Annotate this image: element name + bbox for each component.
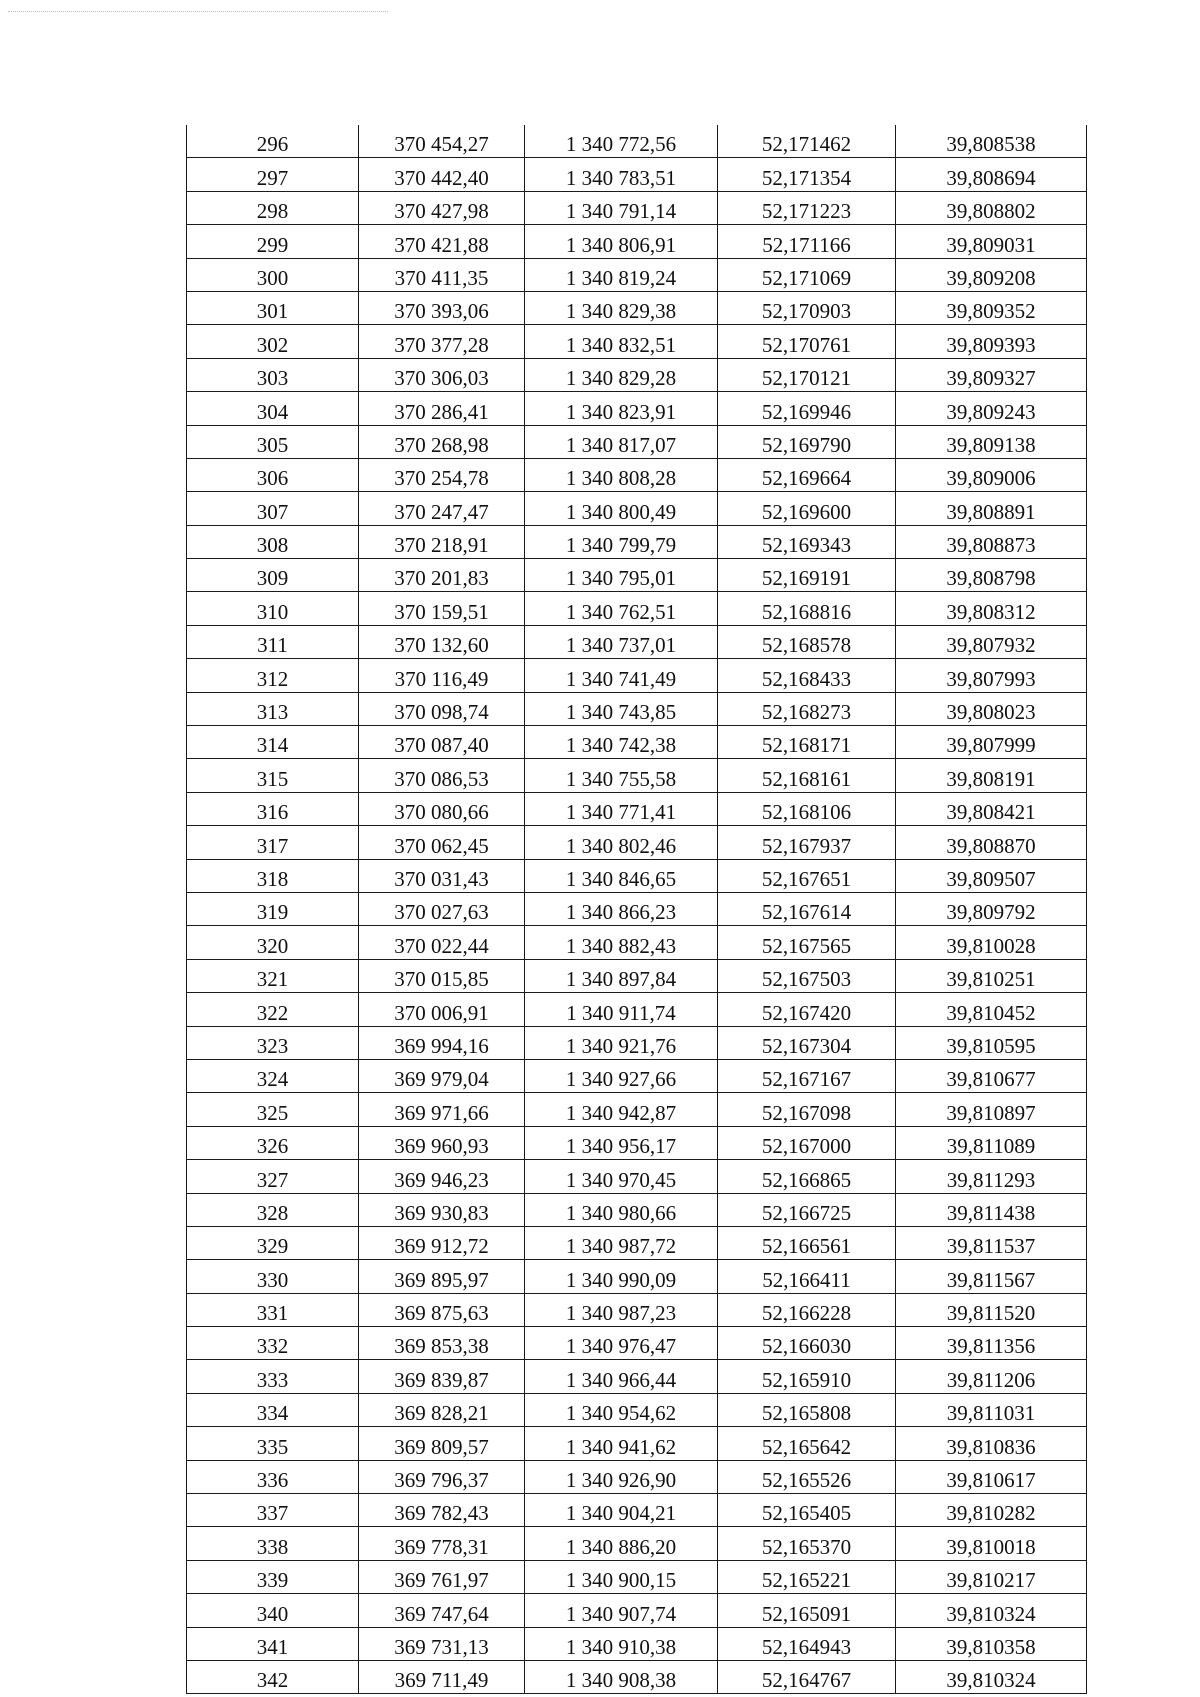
point-number-cell: 342 [187,1660,359,1693]
latitude-cell: 52,166725 [718,1193,896,1226]
y-coordinate-cell: 1 340 970,45 [525,1160,718,1193]
longitude-cell: 39,811567 [896,1260,1087,1293]
x-coordinate-cell: 370 132,60 [359,625,525,658]
longitude-cell: 39,811438 [896,1193,1087,1226]
longitude-cell: 39,810282 [896,1494,1087,1527]
table-row [187,859,1087,892]
latitude-cell: 52,167000 [718,1126,896,1159]
x-coordinate-cell: 370 080,66 [359,792,525,825]
point-number-cell: 299 [187,225,359,258]
x-coordinate-cell: 370 006,91 [359,993,525,1026]
x-coordinate-cell: 369 971,66 [359,1093,525,1126]
x-coordinate-cell: 369 711,49 [359,1660,525,1693]
table-row [187,1494,1087,1527]
latitude-cell: 52,167304 [718,1026,896,1059]
y-coordinate-cell: 1 340 886,20 [525,1527,718,1560]
x-coordinate-cell: 369 930,83 [359,1193,525,1226]
longitude-cell: 39,811293 [896,1160,1087,1193]
y-coordinate-cell: 1 340 921,76 [525,1026,718,1059]
longitude-cell: 39,808538 [896,125,1087,158]
latitude-cell: 52,167503 [718,959,896,992]
table-row [187,1427,1087,1460]
y-coordinate-cell: 1 340 819,24 [525,258,718,291]
y-coordinate-cell: 1 340 737,01 [525,625,718,658]
x-coordinate-cell: 370 201,83 [359,559,525,592]
latitude-cell: 52,169946 [718,392,896,425]
longitude-cell: 39,808891 [896,492,1087,525]
x-coordinate-cell: 369 809,57 [359,1427,525,1460]
point-number-cell: 337 [187,1494,359,1527]
x-coordinate-cell: 369 839,87 [359,1360,525,1393]
point-number-cell: 301 [187,291,359,324]
y-coordinate-cell: 1 340 942,87 [525,1093,718,1126]
latitude-cell: 52,168273 [718,692,896,725]
latitude-cell: 52,169343 [718,525,896,558]
y-coordinate-cell: 1 340 976,47 [525,1327,718,1360]
longitude-cell: 39,810358 [896,1627,1087,1660]
y-coordinate-cell: 1 340 741,49 [525,659,718,692]
point-number-cell: 317 [187,826,359,859]
x-coordinate-cell: 370 411,35 [359,258,525,291]
table-row [187,1260,1087,1293]
longitude-cell: 39,810677 [896,1059,1087,1092]
table-row [187,993,1087,1026]
y-coordinate-cell: 1 340 927,66 [525,1059,718,1092]
y-coordinate-cell: 1 340 743,85 [525,692,718,725]
y-coordinate-cell: 1 340 846,65 [525,859,718,892]
point-number-cell: 308 [187,525,359,558]
x-coordinate-cell: 370 159,51 [359,592,525,625]
y-coordinate-cell: 1 340 817,07 [525,425,718,458]
y-coordinate-cell: 1 340 987,72 [525,1226,718,1259]
latitude-cell: 52,165910 [718,1360,896,1393]
longitude-cell: 39,810836 [896,1427,1087,1460]
longitude-cell: 39,810028 [896,926,1087,959]
longitude-cell: 39,807932 [896,625,1087,658]
longitude-cell: 39,808870 [896,826,1087,859]
point-number-cell: 302 [187,325,359,358]
table-row [187,1594,1087,1627]
longitude-cell: 39,809031 [896,225,1087,258]
x-coordinate-cell: 369 979,04 [359,1059,525,1092]
point-number-cell: 333 [187,1360,359,1393]
y-coordinate-cell: 1 340 904,21 [525,1494,718,1527]
x-coordinate-cell: 369 747,64 [359,1594,525,1627]
x-coordinate-cell: 369 782,43 [359,1494,525,1527]
latitude-cell: 52,170903 [718,291,896,324]
table-row [187,258,1087,291]
table-row [187,659,1087,692]
x-coordinate-cell: 370 087,40 [359,726,525,759]
table-row [187,1327,1087,1360]
y-coordinate-cell: 1 340 742,38 [525,726,718,759]
longitude-cell: 39,810251 [896,959,1087,992]
x-coordinate-cell: 369 778,31 [359,1527,525,1560]
longitude-cell: 39,807993 [896,659,1087,692]
x-coordinate-cell: 369 895,97 [359,1260,525,1293]
longitude-cell: 39,809138 [896,425,1087,458]
latitude-cell: 52,167565 [718,926,896,959]
latitude-cell: 52,167098 [718,1093,896,1126]
y-coordinate-cell: 1 340 907,74 [525,1594,718,1627]
x-coordinate-cell: 369 731,13 [359,1627,525,1660]
latitude-cell: 52,166561 [718,1226,896,1259]
point-number-cell: 335 [187,1427,359,1460]
latitude-cell: 52,168161 [718,759,896,792]
latitude-cell: 52,171223 [718,191,896,224]
table-row [187,458,1087,491]
point-number-cell: 310 [187,592,359,625]
point-number-cell: 323 [187,1026,359,1059]
latitude-cell: 52,167614 [718,892,896,925]
x-coordinate-cell: 370 427,98 [359,191,525,224]
longitude-cell: 39,808694 [896,158,1087,191]
longitude-cell: 39,811356 [896,1327,1087,1360]
scan-artifact-line [8,11,388,12]
table-row [187,1026,1087,1059]
table-row [187,792,1087,825]
latitude-cell: 52,171069 [718,258,896,291]
table-row [187,1460,1087,1493]
y-coordinate-cell: 1 340 900,15 [525,1560,718,1593]
latitude-cell: 52,165221 [718,1560,896,1593]
latitude-cell: 52,168171 [718,726,896,759]
point-number-cell: 332 [187,1327,359,1360]
y-coordinate-cell: 1 340 829,38 [525,291,718,324]
latitude-cell: 52,165405 [718,1494,896,1527]
y-coordinate-cell: 1 340 771,41 [525,792,718,825]
latitude-cell: 52,169790 [718,425,896,458]
y-coordinate-cell: 1 340 910,38 [525,1627,718,1660]
y-coordinate-cell: 1 340 987,23 [525,1293,718,1326]
y-coordinate-cell: 1 340 762,51 [525,592,718,625]
x-coordinate-cell: 370 286,41 [359,392,525,425]
latitude-cell: 52,168433 [718,659,896,692]
longitude-cell: 39,811031 [896,1393,1087,1426]
longitude-cell: 39,808312 [896,592,1087,625]
y-coordinate-cell: 1 340 755,58 [525,759,718,792]
table-row [187,358,1087,391]
longitude-cell: 39,809507 [896,859,1087,892]
y-coordinate-cell: 1 340 800,49 [525,492,718,525]
longitude-cell: 39,809208 [896,258,1087,291]
point-number-cell: 341 [187,1627,359,1660]
latitude-cell: 52,166228 [718,1293,896,1326]
point-number-cell: 305 [187,425,359,458]
table-row [187,325,1087,358]
latitude-cell: 52,166865 [718,1160,896,1193]
y-coordinate-cell: 1 340 956,17 [525,1126,718,1159]
x-coordinate-cell: 369 828,21 [359,1393,525,1426]
x-coordinate-cell: 370 218,91 [359,525,525,558]
y-coordinate-cell: 1 340 799,79 [525,525,718,558]
x-coordinate-cell: 369 796,37 [359,1460,525,1493]
y-coordinate-cell: 1 340 954,62 [525,1393,718,1426]
latitude-cell: 52,169664 [718,458,896,491]
latitude-cell: 52,171462 [718,125,896,158]
x-coordinate-cell: 370 098,74 [359,692,525,725]
point-number-cell: 315 [187,759,359,792]
point-number-cell: 329 [187,1226,359,1259]
point-number-cell: 319 [187,892,359,925]
table-row [187,1560,1087,1593]
longitude-cell: 39,810595 [896,1026,1087,1059]
table-row [187,559,1087,592]
longitude-cell: 39,809243 [896,392,1087,425]
table-row [187,492,1087,525]
table-row [187,291,1087,324]
latitude-cell: 52,165808 [718,1393,896,1426]
coordinates-table-body [187,125,1087,1694]
x-coordinate-cell: 370 027,63 [359,892,525,925]
latitude-cell: 52,165526 [718,1460,896,1493]
longitude-cell: 39,808023 [896,692,1087,725]
latitude-cell: 52,170121 [718,358,896,391]
point-number-cell: 306 [187,458,359,491]
table-row [187,125,1087,158]
point-number-cell: 307 [187,492,359,525]
table-row [187,225,1087,258]
table-row [187,1360,1087,1393]
y-coordinate-cell: 1 340 926,90 [525,1460,718,1493]
latitude-cell: 52,168816 [718,592,896,625]
x-coordinate-cell: 370 421,88 [359,225,525,258]
y-coordinate-cell: 1 340 941,62 [525,1427,718,1460]
x-coordinate-cell: 370 247,47 [359,492,525,525]
longitude-cell: 39,811089 [896,1126,1087,1159]
table-row [187,158,1087,191]
table-row [187,1126,1087,1159]
point-number-cell: 309 [187,559,359,592]
x-coordinate-cell: 370 454,27 [359,125,525,158]
x-coordinate-cell: 370 268,98 [359,425,525,458]
point-number-cell: 296 [187,125,359,158]
latitude-cell: 52,167651 [718,859,896,892]
latitude-cell: 52,167420 [718,993,896,1026]
table-row [187,726,1087,759]
table-row [187,191,1087,224]
table-row [187,1193,1087,1226]
x-coordinate-cell: 370 442,40 [359,158,525,191]
latitude-cell: 52,171354 [718,158,896,191]
x-coordinate-cell: 370 306,03 [359,358,525,391]
y-coordinate-cell: 1 340 966,44 [525,1360,718,1393]
latitude-cell: 52,171166 [718,225,896,258]
longitude-cell: 39,810324 [896,1660,1087,1693]
point-number-cell: 330 [187,1260,359,1293]
longitude-cell: 39,809393 [896,325,1087,358]
latitude-cell: 52,168578 [718,625,896,658]
point-number-cell: 311 [187,625,359,658]
y-coordinate-cell: 1 340 829,28 [525,358,718,391]
point-number-cell: 325 [187,1093,359,1126]
y-coordinate-cell: 1 340 802,46 [525,826,718,859]
x-coordinate-cell: 370 254,78 [359,458,525,491]
latitude-cell: 52,165642 [718,1427,896,1460]
point-number-cell: 318 [187,859,359,892]
table-row [187,525,1087,558]
latitude-cell: 52,165091 [718,1594,896,1627]
table-row [187,1093,1087,1126]
table-row [187,1627,1087,1660]
point-number-cell: 303 [187,358,359,391]
longitude-cell: 39,808191 [896,759,1087,792]
table-row [187,959,1087,992]
table-row [187,592,1087,625]
longitude-cell: 39,810217 [896,1560,1087,1593]
x-coordinate-cell: 370 086,53 [359,759,525,792]
x-coordinate-cell: 370 015,85 [359,959,525,992]
y-coordinate-cell: 1 340 866,23 [525,892,718,925]
point-number-cell: 320 [187,926,359,959]
latitude-cell: 52,164943 [718,1627,896,1660]
x-coordinate-cell: 369 960,93 [359,1126,525,1159]
point-number-cell: 339 [187,1560,359,1593]
point-number-cell: 312 [187,659,359,692]
table-row [187,692,1087,725]
longitude-cell: 39,810617 [896,1460,1087,1493]
longitude-cell: 39,809352 [896,291,1087,324]
point-number-cell: 300 [187,258,359,291]
latitude-cell: 52,169191 [718,559,896,592]
y-coordinate-cell: 1 340 990,09 [525,1260,718,1293]
latitude-cell: 52,166411 [718,1260,896,1293]
latitude-cell: 52,166030 [718,1327,896,1360]
longitude-cell: 39,808802 [896,191,1087,224]
point-number-cell: 334 [187,1393,359,1426]
coordinates-table [186,125,1087,1694]
x-coordinate-cell: 369 994,16 [359,1026,525,1059]
point-number-cell: 297 [187,158,359,191]
table-row [187,1293,1087,1326]
y-coordinate-cell: 1 340 897,84 [525,959,718,992]
y-coordinate-cell: 1 340 795,01 [525,559,718,592]
latitude-cell: 52,170761 [718,325,896,358]
point-number-cell: 326 [187,1126,359,1159]
point-number-cell: 313 [187,692,359,725]
latitude-cell: 52,168106 [718,792,896,825]
table-row [187,392,1087,425]
table-row [187,826,1087,859]
y-coordinate-cell: 1 340 911,74 [525,993,718,1026]
y-coordinate-cell: 1 340 806,91 [525,225,718,258]
y-coordinate-cell: 1 340 808,28 [525,458,718,491]
point-number-cell: 321 [187,959,359,992]
point-number-cell: 331 [187,1293,359,1326]
table-row [187,1226,1087,1259]
x-coordinate-cell: 369 912,72 [359,1226,525,1259]
longitude-cell: 39,808421 [896,792,1087,825]
point-number-cell: 298 [187,191,359,224]
longitude-cell: 39,810324 [896,1594,1087,1627]
y-coordinate-cell: 1 340 772,56 [525,125,718,158]
point-number-cell: 340 [187,1594,359,1627]
y-coordinate-cell: 1 340 823,91 [525,392,718,425]
longitude-cell: 39,809327 [896,358,1087,391]
table-row [187,1527,1087,1560]
longitude-cell: 39,808873 [896,525,1087,558]
point-number-cell: 327 [187,1160,359,1193]
point-number-cell: 338 [187,1527,359,1560]
longitude-cell: 39,811206 [896,1360,1087,1393]
longitude-cell: 39,809006 [896,458,1087,491]
table-row [187,892,1087,925]
y-coordinate-cell: 1 340 783,51 [525,158,718,191]
point-number-cell: 336 [187,1460,359,1493]
longitude-cell: 39,810018 [896,1527,1087,1560]
y-coordinate-cell: 1 340 908,38 [525,1660,718,1693]
table-row [187,625,1087,658]
y-coordinate-cell: 1 340 980,66 [525,1193,718,1226]
point-number-cell: 324 [187,1059,359,1092]
longitude-cell: 39,808798 [896,559,1087,592]
latitude-cell: 52,167937 [718,826,896,859]
x-coordinate-cell: 369 946,23 [359,1160,525,1193]
table-row [187,1160,1087,1193]
table-row [187,926,1087,959]
table-row [187,1660,1087,1693]
table-row [187,1393,1087,1426]
x-coordinate-cell: 369 875,63 [359,1293,525,1326]
table-row [187,425,1087,458]
y-coordinate-cell: 1 340 882,43 [525,926,718,959]
latitude-cell: 52,169600 [718,492,896,525]
y-coordinate-cell: 1 340 832,51 [525,325,718,358]
point-number-cell: 322 [187,993,359,1026]
x-coordinate-cell: 370 116,49 [359,659,525,692]
x-coordinate-cell: 370 062,45 [359,826,525,859]
x-coordinate-cell: 370 022,44 [359,926,525,959]
x-coordinate-cell: 370 393,06 [359,291,525,324]
latitude-cell: 52,165370 [718,1527,896,1560]
longitude-cell: 39,809792 [896,892,1087,925]
point-number-cell: 328 [187,1193,359,1226]
latitude-cell: 52,164767 [718,1660,896,1693]
x-coordinate-cell: 369 853,38 [359,1327,525,1360]
y-coordinate-cell: 1 340 791,14 [525,191,718,224]
longitude-cell: 39,811537 [896,1226,1087,1259]
x-coordinate-cell: 370 377,28 [359,325,525,358]
longitude-cell: 39,807999 [896,726,1087,759]
point-number-cell: 316 [187,792,359,825]
x-coordinate-cell: 370 031,43 [359,859,525,892]
point-number-cell: 314 [187,726,359,759]
table-row [187,759,1087,792]
point-number-cell: 304 [187,392,359,425]
longitude-cell: 39,811520 [896,1293,1087,1326]
latitude-cell: 52,167167 [718,1059,896,1092]
longitude-cell: 39,810897 [896,1093,1087,1126]
longitude-cell: 39,810452 [896,993,1087,1026]
x-coordinate-cell: 369 761,97 [359,1560,525,1593]
table-row [187,1059,1087,1092]
